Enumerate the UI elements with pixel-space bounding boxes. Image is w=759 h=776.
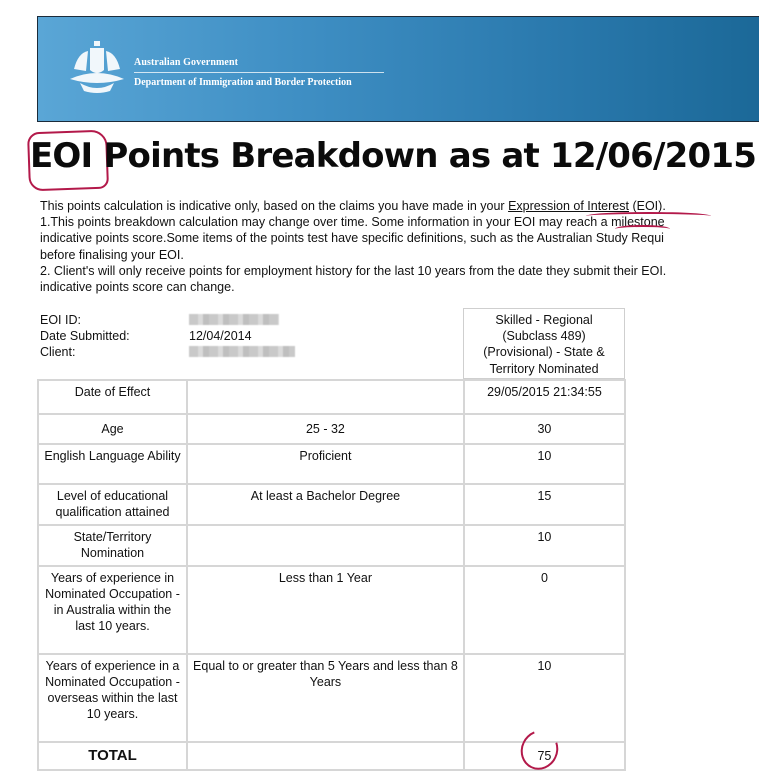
eoi-id-label: EOI ID:	[40, 313, 81, 327]
table-row	[38, 566, 625, 654]
claim-cell: At least a Bachelor Degree	[187, 484, 464, 525]
handwritten-strike-annotation	[615, 225, 670, 233]
intro-line-5: 2. Client's will only receive points for employment history for the last 10 years from the date they submit their EOI.	[40, 263, 667, 278]
points-cell: 15	[464, 484, 625, 525]
points-cell: 10	[464, 654, 625, 742]
points-table	[37, 379, 626, 771]
visa-line: (Subclass 489)	[502, 329, 586, 344]
criterion-cell: State/Territory Nomination	[38, 525, 187, 566]
criterion-cell: English Language Ability	[38, 444, 187, 484]
visa-line: Territory Nominated	[489, 361, 599, 376]
intro-line-2: 1.This points breakdown calculation may change over time. Some information in your EOI may reach a milestone	[40, 215, 665, 230]
table-row	[38, 484, 625, 525]
criterion-cell: Years of experience in a Nominated Occupation - overseas within the last 10 years.	[38, 654, 187, 742]
government-name: Australian Government	[134, 57, 239, 68]
table-row	[38, 444, 625, 484]
page-title: EOI Points Breakdown as at 12/06/2015	[30, 136, 757, 176]
date-submitted-value: 12/04/2014	[189, 329, 252, 344]
points-cell: 29/05/2015 21:34:55	[464, 380, 625, 414]
redacted-eoi-id	[189, 314, 279, 325]
table-row	[38, 525, 625, 566]
expression-of-interest-link[interactable]: Expression of Interest	[508, 199, 629, 213]
claim-cell: Proficient	[187, 444, 464, 484]
claim-cell: Less than 1 Year	[187, 566, 464, 654]
department-name: Department of Immigration and Border Protection	[134, 77, 352, 88]
handwritten-underline-annotation	[586, 212, 711, 220]
criterion-cell: Level of educational qualification attained	[38, 484, 187, 525]
table-row	[38, 654, 625, 742]
government-title-block	[134, 57, 384, 88]
visa-line: Skilled - Regional	[495, 313, 593, 327]
claim-cell	[187, 525, 464, 566]
intro-text-span: This points calculation is indicative only, based on the claims you have made in your	[40, 199, 509, 213]
claim-cell	[187, 380, 464, 414]
intro-text-span: (EOI).	[628, 199, 666, 213]
points-cell: 30	[464, 414, 625, 444]
client-row	[40, 344, 295, 360]
intro-line-4: before finalising your EOI.	[40, 247, 184, 262]
table-row	[38, 414, 625, 444]
coat-of-arms-icon	[66, 39, 128, 97]
client-label: Client:	[40, 345, 76, 360]
government-banner	[37, 16, 759, 122]
claim-cell: Equal to or greater than 5 Years and less than 8 Years	[187, 654, 464, 742]
total-label: TOTAL	[38, 742, 187, 770]
intro-line-6: indicative points score can change.	[40, 280, 235, 295]
date-submitted-row	[40, 328, 295, 344]
visa-subclass-header	[463, 308, 625, 379]
criterion-cell: Years of experience in Nominated Occupation - in Australia within the last 10 years.	[38, 566, 187, 654]
criterion-cell: Age	[38, 414, 187, 444]
eoi-id-row	[40, 312, 295, 328]
visa-line: (Provisional) - State &	[483, 345, 605, 360]
total-points: 75	[464, 742, 625, 770]
date-submitted-label: Date Submitted:	[40, 329, 130, 344]
eoi-details	[40, 312, 295, 361]
redacted-client-name	[189, 346, 295, 357]
points-cell: 0	[464, 566, 625, 654]
table-row	[38, 380, 625, 414]
claim-cell: 25 - 32	[187, 414, 464, 444]
points-cell: 10	[464, 525, 625, 566]
intro-line-3: indicative points score.Some items of the points test have specific definitions, such as the Australian Study Requi	[40, 231, 664, 246]
criterion-cell: Date of Effect	[38, 380, 187, 414]
total-claim-cell	[187, 742, 464, 770]
points-cell: 10	[464, 444, 625, 484]
divider	[134, 72, 384, 73]
